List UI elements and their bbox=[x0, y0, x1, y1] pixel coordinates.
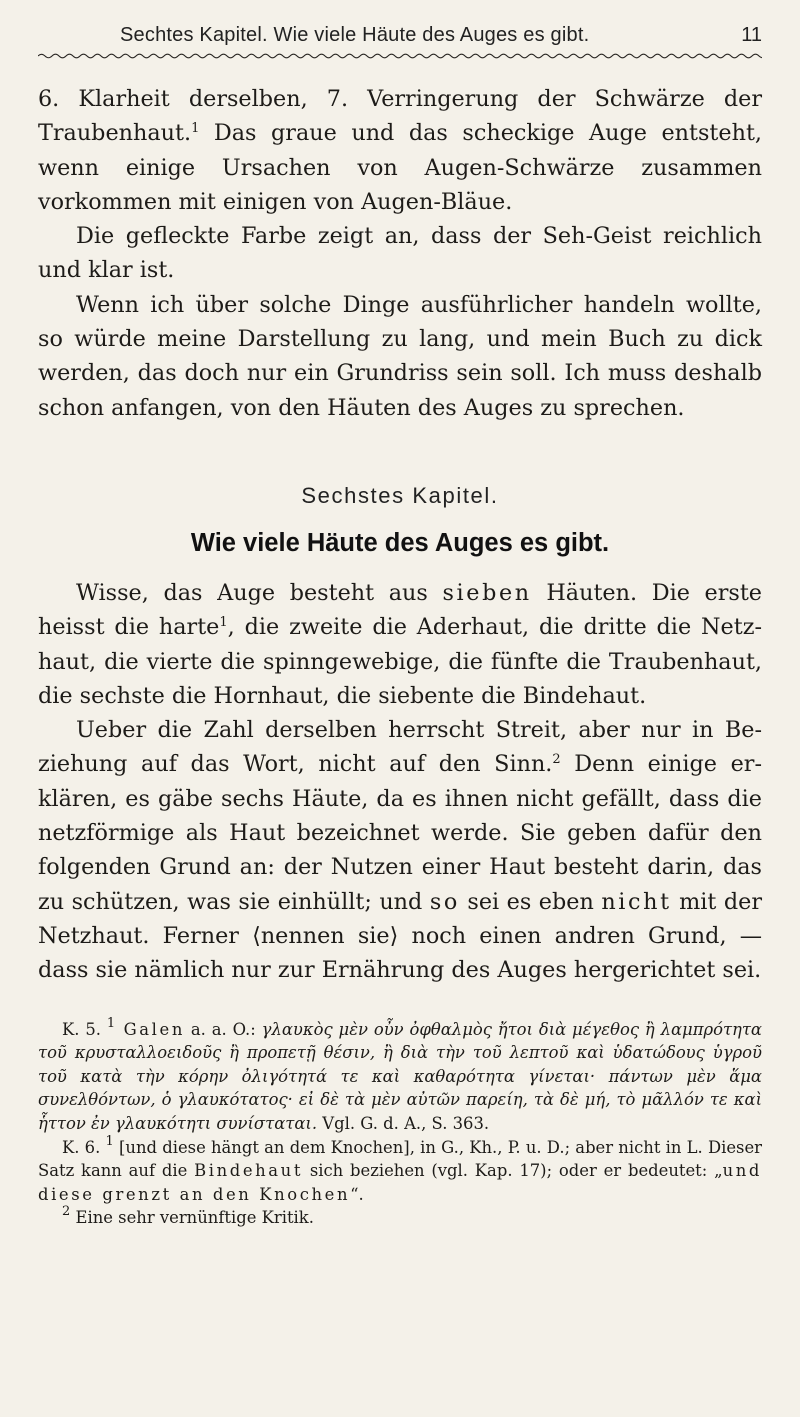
footnote-2: $^2$ Eine sehr vernünftige Kritik. bbox=[62, 1204, 314, 1228]
chapter-title: Wie viele Häute des Auges es gibt. bbox=[190, 528, 610, 557]
paragraph: Ueber die Zahl derselben herrscht Streit, aber nur in Beziehung auf das Wort, nicht auf den Sinn.$^2$ Denn einige erklären, es gäbe sechs Häute, da es ihnen nicht gefällt, dass die netzförmige als Haut bezeichnet werde. Sie geben dafür den folgenden Grund an: der Nutzen einer Haut besteht darin, das zu schützen, was sie einhüllt; und so sei es eben nicht mit der Netzhaut. Ferner ⟨nennen sie⟩ noch einen andren Grund, — dass sie nämlich nur zur Ernährung des Auges hergerichtet sei. bbox=[38, 717, 762, 984]
running-title: Sechtes Kapitel. Wie viele Häute des Auges es gibt. bbox=[120, 24, 590, 46]
footnotes bbox=[38, 1015, 762, 1230]
paragraph: Wisse, das Auge besteht aus sieben Häuten. Die erste heisst die harte$^1$, die zweite die Aderhaut, die dritte die Netzhaut, die vierte die spinngewebige, die fünfte die Traubenhaut, die sechste die Hornhaut, die siebente die Bindehaut. bbox=[38, 579, 763, 709]
main-text bbox=[38, 82, 762, 425]
footnote-k6: K. 6. $^1$ [und diese hängt an dem Knochen], in G., Kh., P. u. D.; aber nicht in L. Dieser Satz kann auf die Bindehaut sich beziehen (vgl. Kap. 17); oder er bedeutet: „und diese grenzt an den Knochen“. bbox=[38, 1133, 762, 1204]
chapter-text bbox=[38, 576, 762, 988]
emphasis: nicht bbox=[601, 888, 672, 915]
wavy-rule-icon bbox=[38, 52, 762, 60]
emphasis: sieben bbox=[442, 579, 532, 606]
header-ornament bbox=[38, 52, 762, 60]
chapter-label: Sechstes Kapitel. bbox=[301, 482, 499, 508]
footnote-k5: K. 5. $^1$ Galen a. a. O.: γλαυκὸς μὲν οὖν ὀφθαλμὸς ἤτοι διὰ μέγεθος ἢ λαμπρότητα τοῦ κρυσταλλοειδοῦς ἢ προπετῇ θέσιν, ἢ διὰ τὴν τοῦ λεπτοῦ καὶ ὑδατώδους ὑγροῦ τοῦ κατὰ τὴν κόρην ὀλιγότητά τε καὶ καθαρότητα γίνεται· πάντων μὲν ἅμα συνελθόντων, ὁ γλαυκότατος· εἰ δὲ τὰ μὲν αὐτῶν παρείη, τὰ δὲ μή, τὸ μᾶλλόν τε καὶ ἧττον ἐν γλαυκότητι συνίσταται. Vgl. G. d. A., S. 363. bbox=[38, 1015, 762, 1133]
paragraph: Wenn ich über solche Dinge ausführlicher handeln wollte, so würde meine Darstellung zu lang, und mein Buch zu dick werden, das doch nur ein Grundriss sein soll. Ich muss deshalb schon anfangen, von den Häuten des Auges zu sprechen. bbox=[38, 291, 762, 421]
paragraph: Die gefleckte Farbe zeigt an, dass der Seh-Geist reichlich und klar ist. bbox=[38, 223, 762, 284]
greek-quote: γλαυκὸς μὲν οὖν ὀφθαλμὸς ἤτοι διὰ μέγεθος ἢ λαμπρότητα τοῦ κρυσταλλοειδοῦς ἢ προπετῇ θέσιν, ἢ διὰ τὴν τοῦ λεπτοῦ καὶ ὑδατώδους ὑγροῦ τοῦ κατὰ τὴν κόρην ὀλιγότητά τε καὶ καθαρότητα γίνεται· πάντων μὲν ἅμα συνελθόντων, ὁ γλαυκότατος· εἰ δὲ τὰ μὲν αὐτῶν παρείη, τὰ δὲ μή, τὸ μᾶλλόν τε καὶ ἧττον ἐν γλαυκότητι συνίσταται. bbox=[38, 1019, 762, 1133]
emphasis: so bbox=[429, 888, 460, 915]
footnote-marker: 1 bbox=[219, 615, 228, 631]
page-number: 11 bbox=[741, 24, 762, 46]
paragraph: 6. Klarheit derselben, 7. Verringerung der Schwärze der Traubenhaut.$^1$ Das graue und das scheckige Auge entsteht, wenn einige Ursachen von Augen-Schwärze zusammen vorkommen mit einigen von Augen-Bläue. bbox=[38, 86, 762, 215]
running-header bbox=[38, 24, 762, 54]
footnote-marker: 1 bbox=[191, 121, 200, 137]
footnote-marker: 2 bbox=[552, 752, 561, 768]
